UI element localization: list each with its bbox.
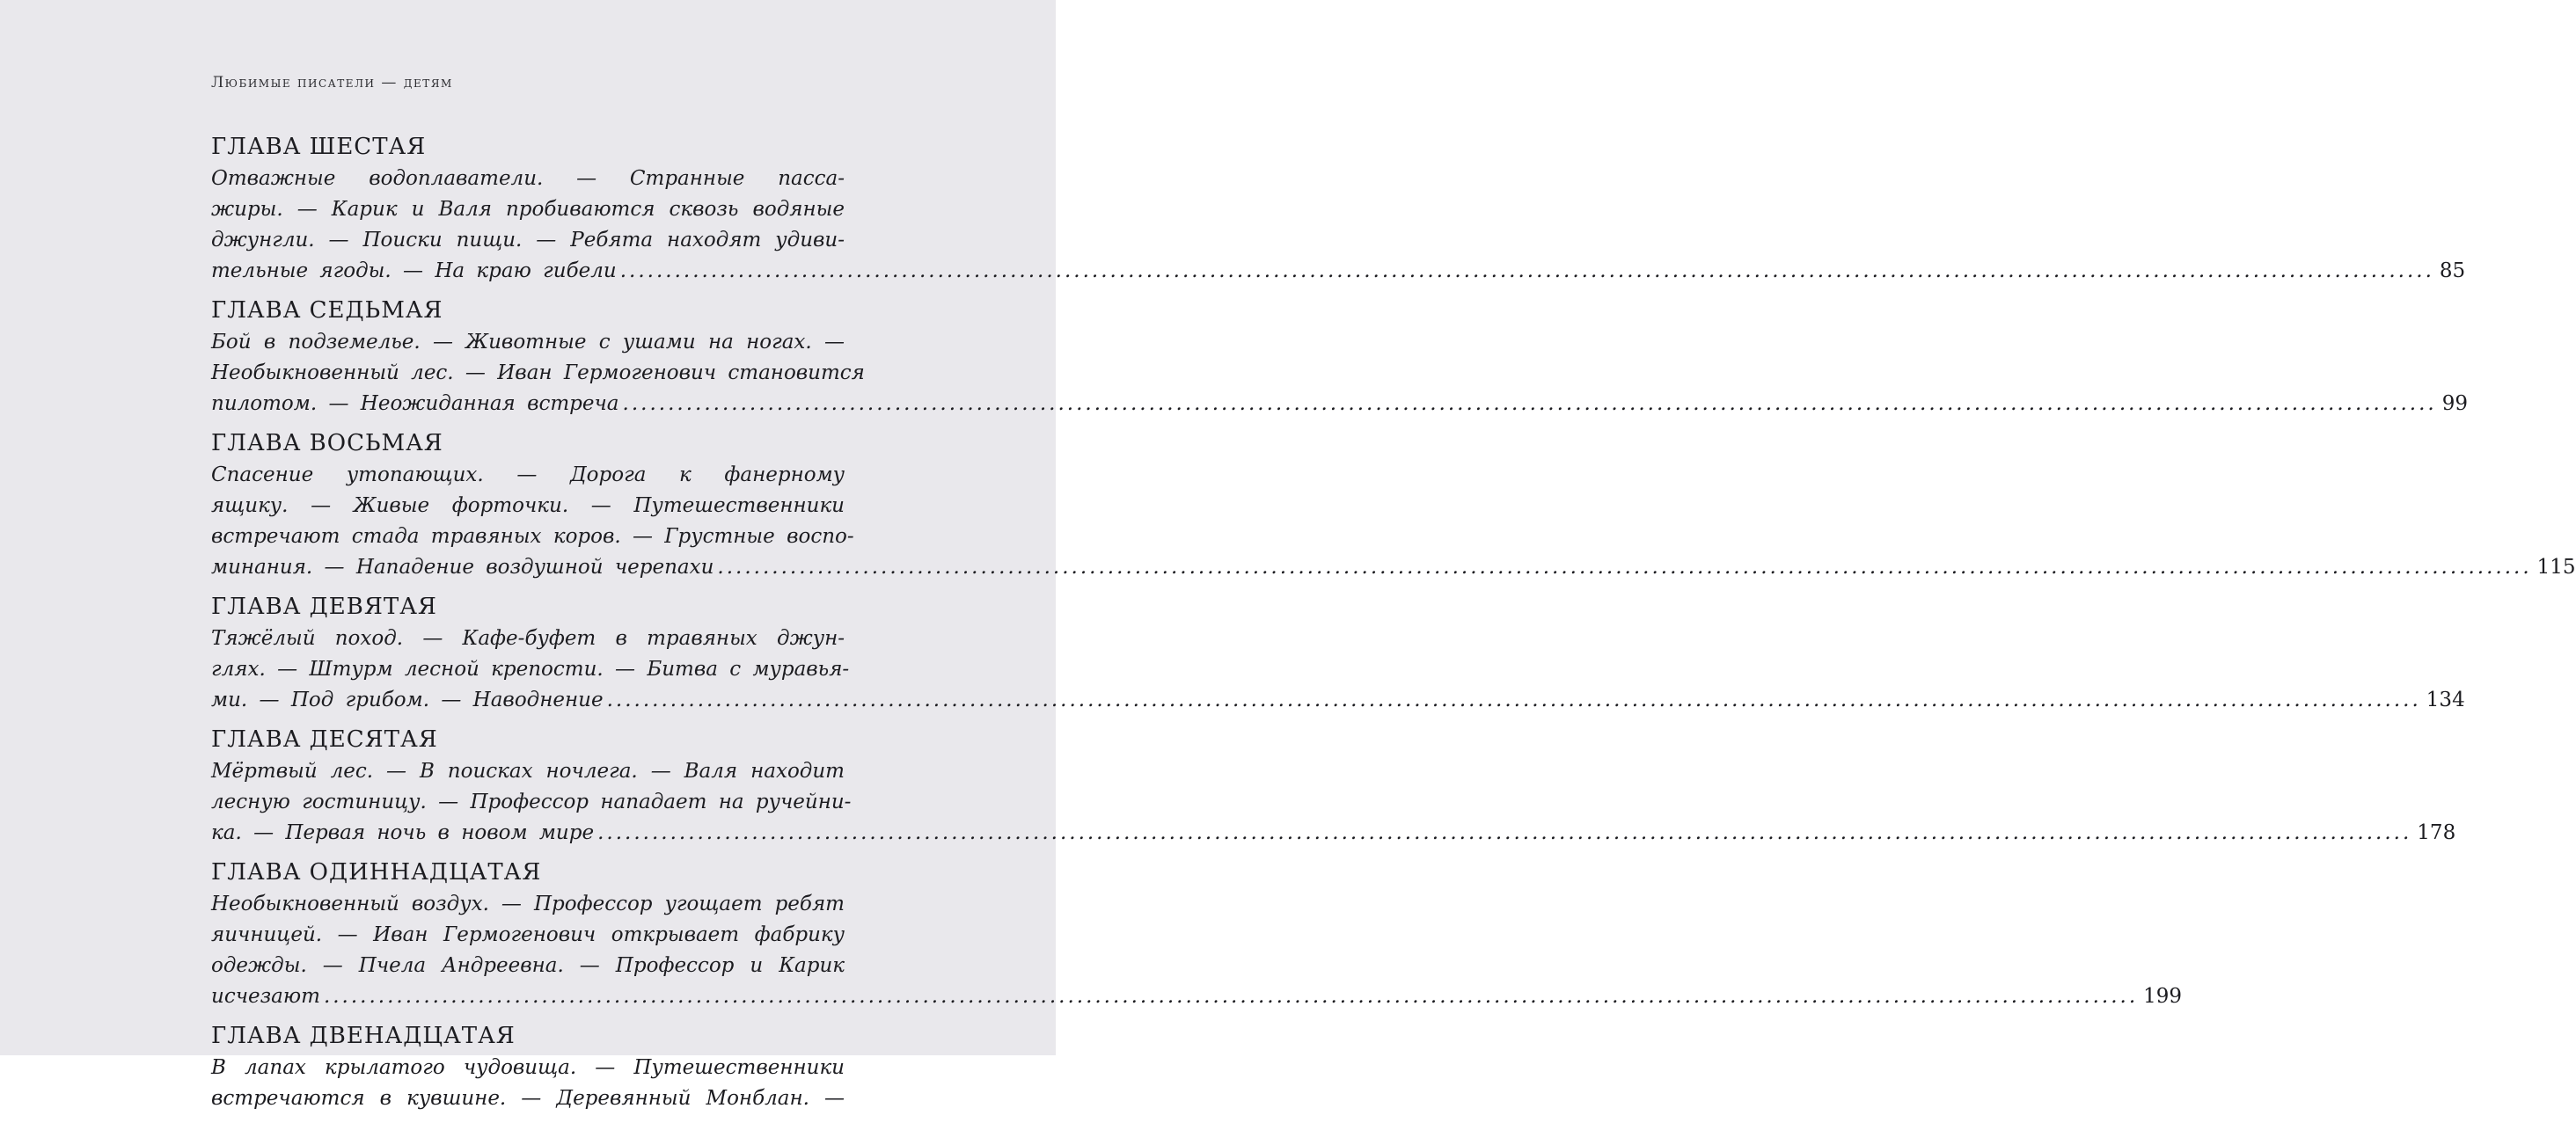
toc-chapter (211, 132, 2466, 287)
leader-dots: ........................................................................................................................................................................................................ (323, 985, 2139, 1008)
description-line: Спасение утопающих. — Дорога к фанерному (211, 463, 845, 486)
description-line: тельные ягоды. — На краю гибели (211, 259, 617, 282)
description-line: Бой в подземелье. — Животные с ушами на ногах. — (211, 331, 845, 354)
description-line: глях. — Штурм лесной крепости. — Битва с муравья- (211, 658, 850, 681)
table-of-contents (211, 132, 2576, 1123)
chapter-title: ГЛАВА ОДИННАДЦАТАЯ (211, 859, 542, 886)
description-line: ящику. — Живые форточки. — Путешественники (211, 494, 845, 517)
chapter-description (211, 1053, 845, 1114)
description-line: Необыкновенный лес. — Иван Гермогенович становится (211, 361, 865, 384)
description-line: ка. — Первая ночь в новом мире (211, 821, 595, 844)
page-number: 199 (2143, 985, 2183, 1008)
chapter-description (211, 756, 2456, 849)
page-number: 85 (2439, 259, 2466, 282)
chapter-title: ГЛАВА ДЕВЯТАЯ (211, 594, 437, 620)
description-line: пилотом. — Неожиданная встреча (211, 392, 619, 415)
chapter-title: ГЛАВА СЕДЬМАЯ (211, 297, 443, 324)
chapter-description-last-line (211, 256, 2466, 287)
leader-dots: ........................................................................................................................................................................................................ (606, 689, 2421, 711)
chapter-description (211, 327, 2469, 419)
description-line: Отважные водоплаватели. — Странные пасса- (211, 167, 845, 190)
chapter-description-last-line (211, 685, 2465, 716)
description-line: джунгли. — Поиски пищи. — Ребята находят удиви- (211, 229, 845, 252)
leader-dots: ........................................................................................................................................................................................................ (619, 259, 2434, 282)
description-line: ми. — Под грибом. — Наводнение (211, 689, 604, 711)
leader-dots: ........................................................................................................................................................................................................ (717, 556, 2532, 579)
page-number: 134 (2426, 689, 2465, 711)
chapter-title: ГЛАВА ДЕСЯТАЯ (211, 726, 438, 753)
chapter-description-last-line (211, 389, 2469, 419)
toc-chapter (211, 428, 2576, 583)
description-line: встречают стада травяных коров. — Грустные воспо- (211, 525, 854, 548)
chapter-description-last-line (211, 552, 2576, 583)
description-line: минания. — Нападение воздушной черепахи (211, 556, 714, 579)
leader-dots: ........................................................................................................................................................................................................ (622, 392, 2437, 415)
toc-chapter (211, 295, 2469, 419)
description-line: яичницей. — Иван Гермогенович открывает фабрику (211, 923, 845, 946)
description-line: В лапах крылатого чудовища. — Путешественники (211, 1056, 845, 1079)
chapter-title: ГЛАВА ШЕСТАЯ (211, 134, 427, 160)
description-line: исчезают (211, 985, 320, 1008)
description-line: Необыкновенный воздух. — Профессор угощает ребят (211, 893, 845, 915)
description-line: лесную гостиницу. — Профессор нападает на ручейни- (211, 791, 852, 813)
toc-chapter (211, 725, 2456, 849)
chapter-description (211, 460, 2576, 583)
running-header: Любимые писатели — детям (211, 74, 453, 91)
description-line: жиры. — Карик и Валя пробиваются сквозь водяные (211, 198, 845, 221)
page-number: 178 (2417, 821, 2456, 844)
description-line: Тяжёлый поход. — Кафе-буфет в травяных джун- (211, 627, 845, 650)
chapter-description-last-line (211, 981, 2183, 1012)
description-line: Мёртвый лес. — В поисках ночлега. — Валя находит (211, 760, 845, 783)
chapter-description (211, 623, 2465, 716)
page-number: 99 (2441, 392, 2469, 415)
chapter-title: ГЛАВА ВОСЬМАЯ (211, 430, 443, 456)
description-line: одежды. — Пчела Андреевна. — Профессор и Карик (211, 954, 845, 977)
description-line: встречаются в кувшине. — Деревянный Монблан. — (211, 1087, 845, 1110)
toc-chapter (211, 592, 2465, 716)
chapter-description (211, 889, 2183, 1012)
chapter-description (211, 164, 2466, 287)
chapter-description-last-line (211, 818, 2456, 849)
page-number: 115 (2536, 556, 2576, 579)
toc-chapter (211, 1021, 845, 1114)
chapter-title: ГЛАВА ДВЕНАДЦАТАЯ (211, 1023, 516, 1049)
leader-dots: ........................................................................................................................................................................................................ (597, 821, 2412, 844)
toc-chapter (211, 857, 2183, 1012)
